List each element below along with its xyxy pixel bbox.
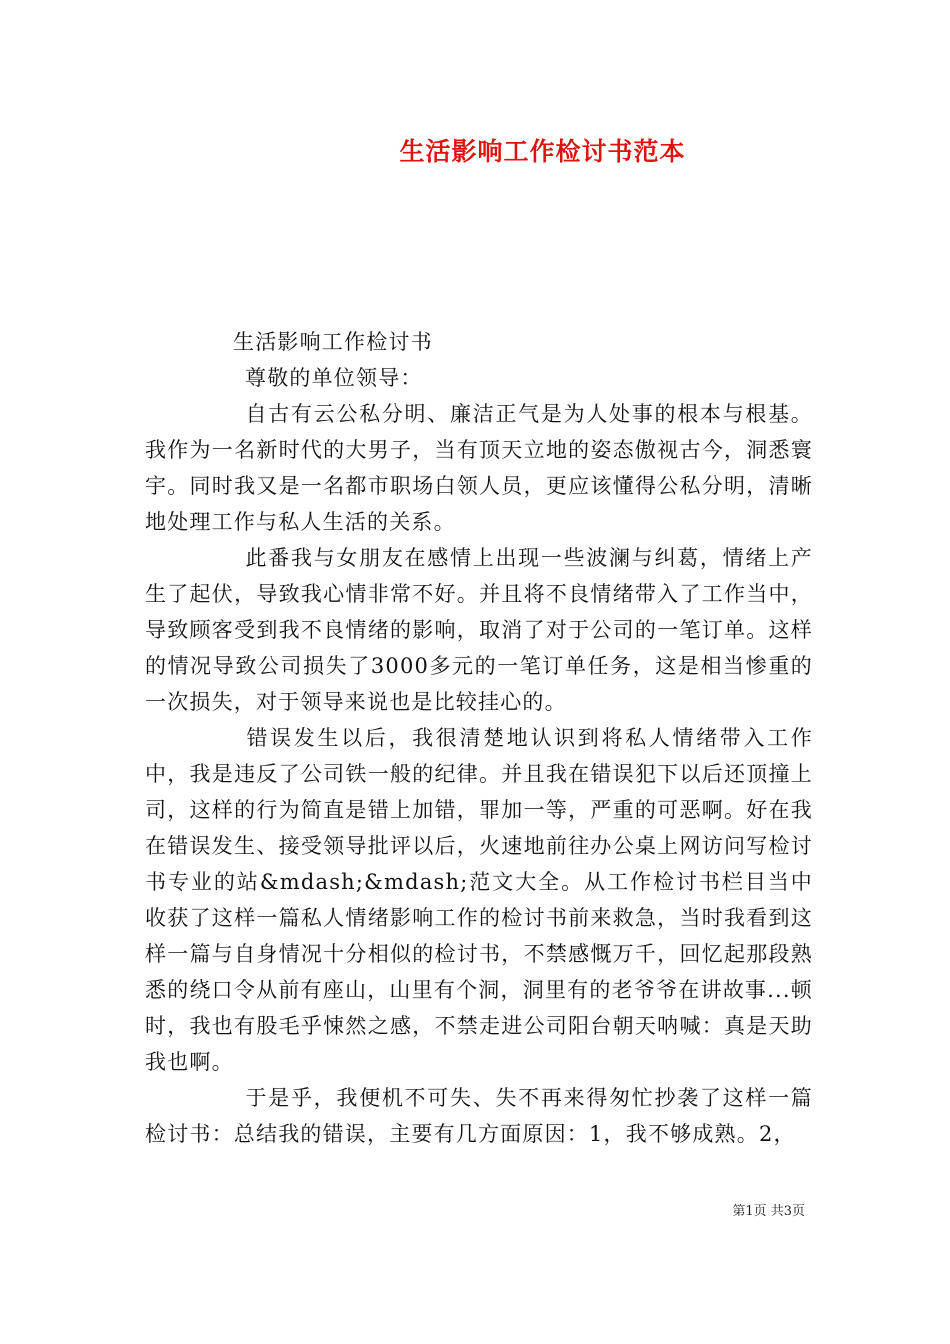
body-paragraph: 此番我与女朋友在感情上出现一些波澜与纠葛，情绪上产生了起伏，导致我心情非常不好。并且将不良情绪带入了工作当中，导致顾客受到我不良情绪的影响，取消了对于公司的一笔订单。这样的情况导致公司损失了3000多元的一笔订单任务，这是相当惨重的一次损失，对于领导来说也是比较挂心的。 xyxy=(145,546,813,714)
body-paragraph: 自古有云公私分明、廉洁正气是为人处事的根本与根基。我作为一名新时代的大男子，当有顶天立地的姿态傲视古今，洞悉寰宇。同时我又是一名都市职场白领人员，更应该懂得公私分明，清晰地处理工作与私人生活的关系。 xyxy=(145,402,813,534)
body-paragraph: 错误发生以后，我很清楚地认识到将私人情绪带入工作中，我是违反了公司铁一般的纪律。并且我在错误犯下以后还顶撞上司，这样的行为简直是错上加错，罪加一等，严重的可恶啊。好在我在错误发生、接受领导批评以后，火速地前往办公桌上网访问写检讨书专业的站&mdash;&mdash;范文大全。从工作检讨书栏目当中收获了这样一篇私人情绪影响工作的检讨书前来救急，当时我看到这样一篇与自身情况十分相似的检讨书，不禁感慨万千，回忆起那段熟悉的绕口令从前有座山，山里有个洞，洞里有的老爷爷在讲故事...顿时，我也有股毛乎悚然之感，不禁走进公司阳台朝天呐喊：真是天助我也啊。 xyxy=(145,726,813,1074)
page-number: 第1页 共3页 xyxy=(732,1204,805,1219)
document-body xyxy=(145,324,813,1152)
document-subtitle: 生活影响工作检讨书 xyxy=(233,330,433,354)
body-paragraph: 于是乎，我便机不可失、失不再来得匆忙抄袭了这样一篇检讨书：总结我的错误，主要有几方面原因：1，我不够成熟。2， xyxy=(145,1086,813,1146)
document-title: 生活影响工作检讨书范本 xyxy=(399,137,686,166)
salutation: 尊敬的单位领导： xyxy=(245,366,423,390)
